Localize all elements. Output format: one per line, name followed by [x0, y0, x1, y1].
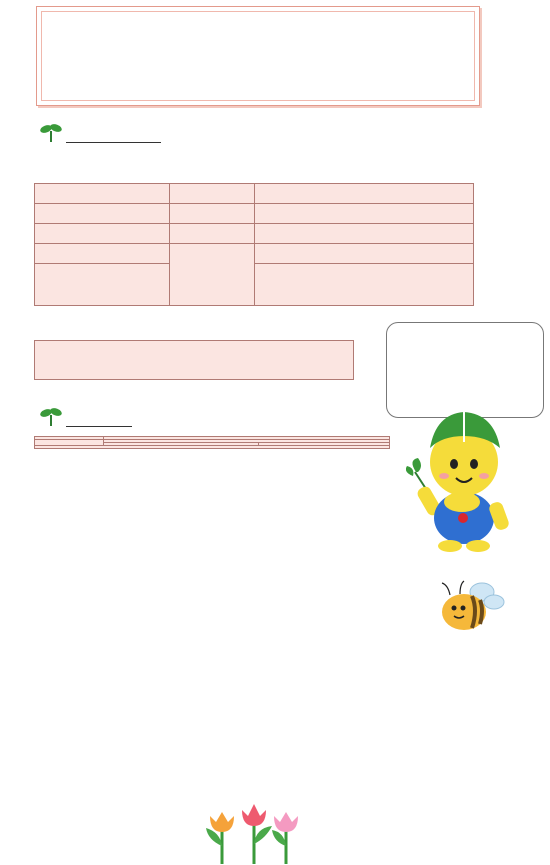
target-cell-multi — [255, 264, 474, 306]
table-row — [35, 446, 390, 449]
section-hours — [36, 404, 236, 432]
decorative-dots-right — [536, 590, 550, 865]
table-row — [35, 244, 474, 264]
table-row — [35, 224, 474, 244]
section-recruit — [36, 120, 236, 148]
contact-bubble — [386, 322, 544, 418]
heading-underline — [66, 426, 132, 427]
class-cell — [35, 264, 170, 306]
class-cell — [35, 244, 170, 264]
target-cell — [255, 224, 474, 244]
tulips-illustration — [200, 798, 310, 864]
table-row — [35, 204, 474, 224]
holiday-cell — [35, 446, 390, 449]
mascot-illustration — [406, 406, 526, 556]
class-cell — [35, 224, 170, 244]
table-header-capacity — [170, 184, 255, 204]
capacity-cell-merged — [170, 244, 255, 306]
capacity-cell — [170, 224, 255, 244]
target-cell — [255, 204, 474, 224]
target-cell — [255, 244, 474, 264]
sprout-icon — [40, 122, 62, 142]
sprout-icon — [40, 406, 62, 426]
capacity-cell — [170, 204, 255, 224]
table-header-blank — [35, 184, 170, 204]
heading-underline — [66, 142, 161, 143]
hours-table — [34, 436, 390, 449]
bee-illustration — [436, 578, 506, 638]
title-box — [36, 6, 480, 106]
note-box — [34, 340, 354, 380]
decorative-dots-left — [0, 590, 14, 865]
recruit-table — [34, 183, 474, 306]
table-header-target — [255, 184, 474, 204]
class-cell — [35, 204, 170, 224]
table-row — [35, 264, 474, 306]
